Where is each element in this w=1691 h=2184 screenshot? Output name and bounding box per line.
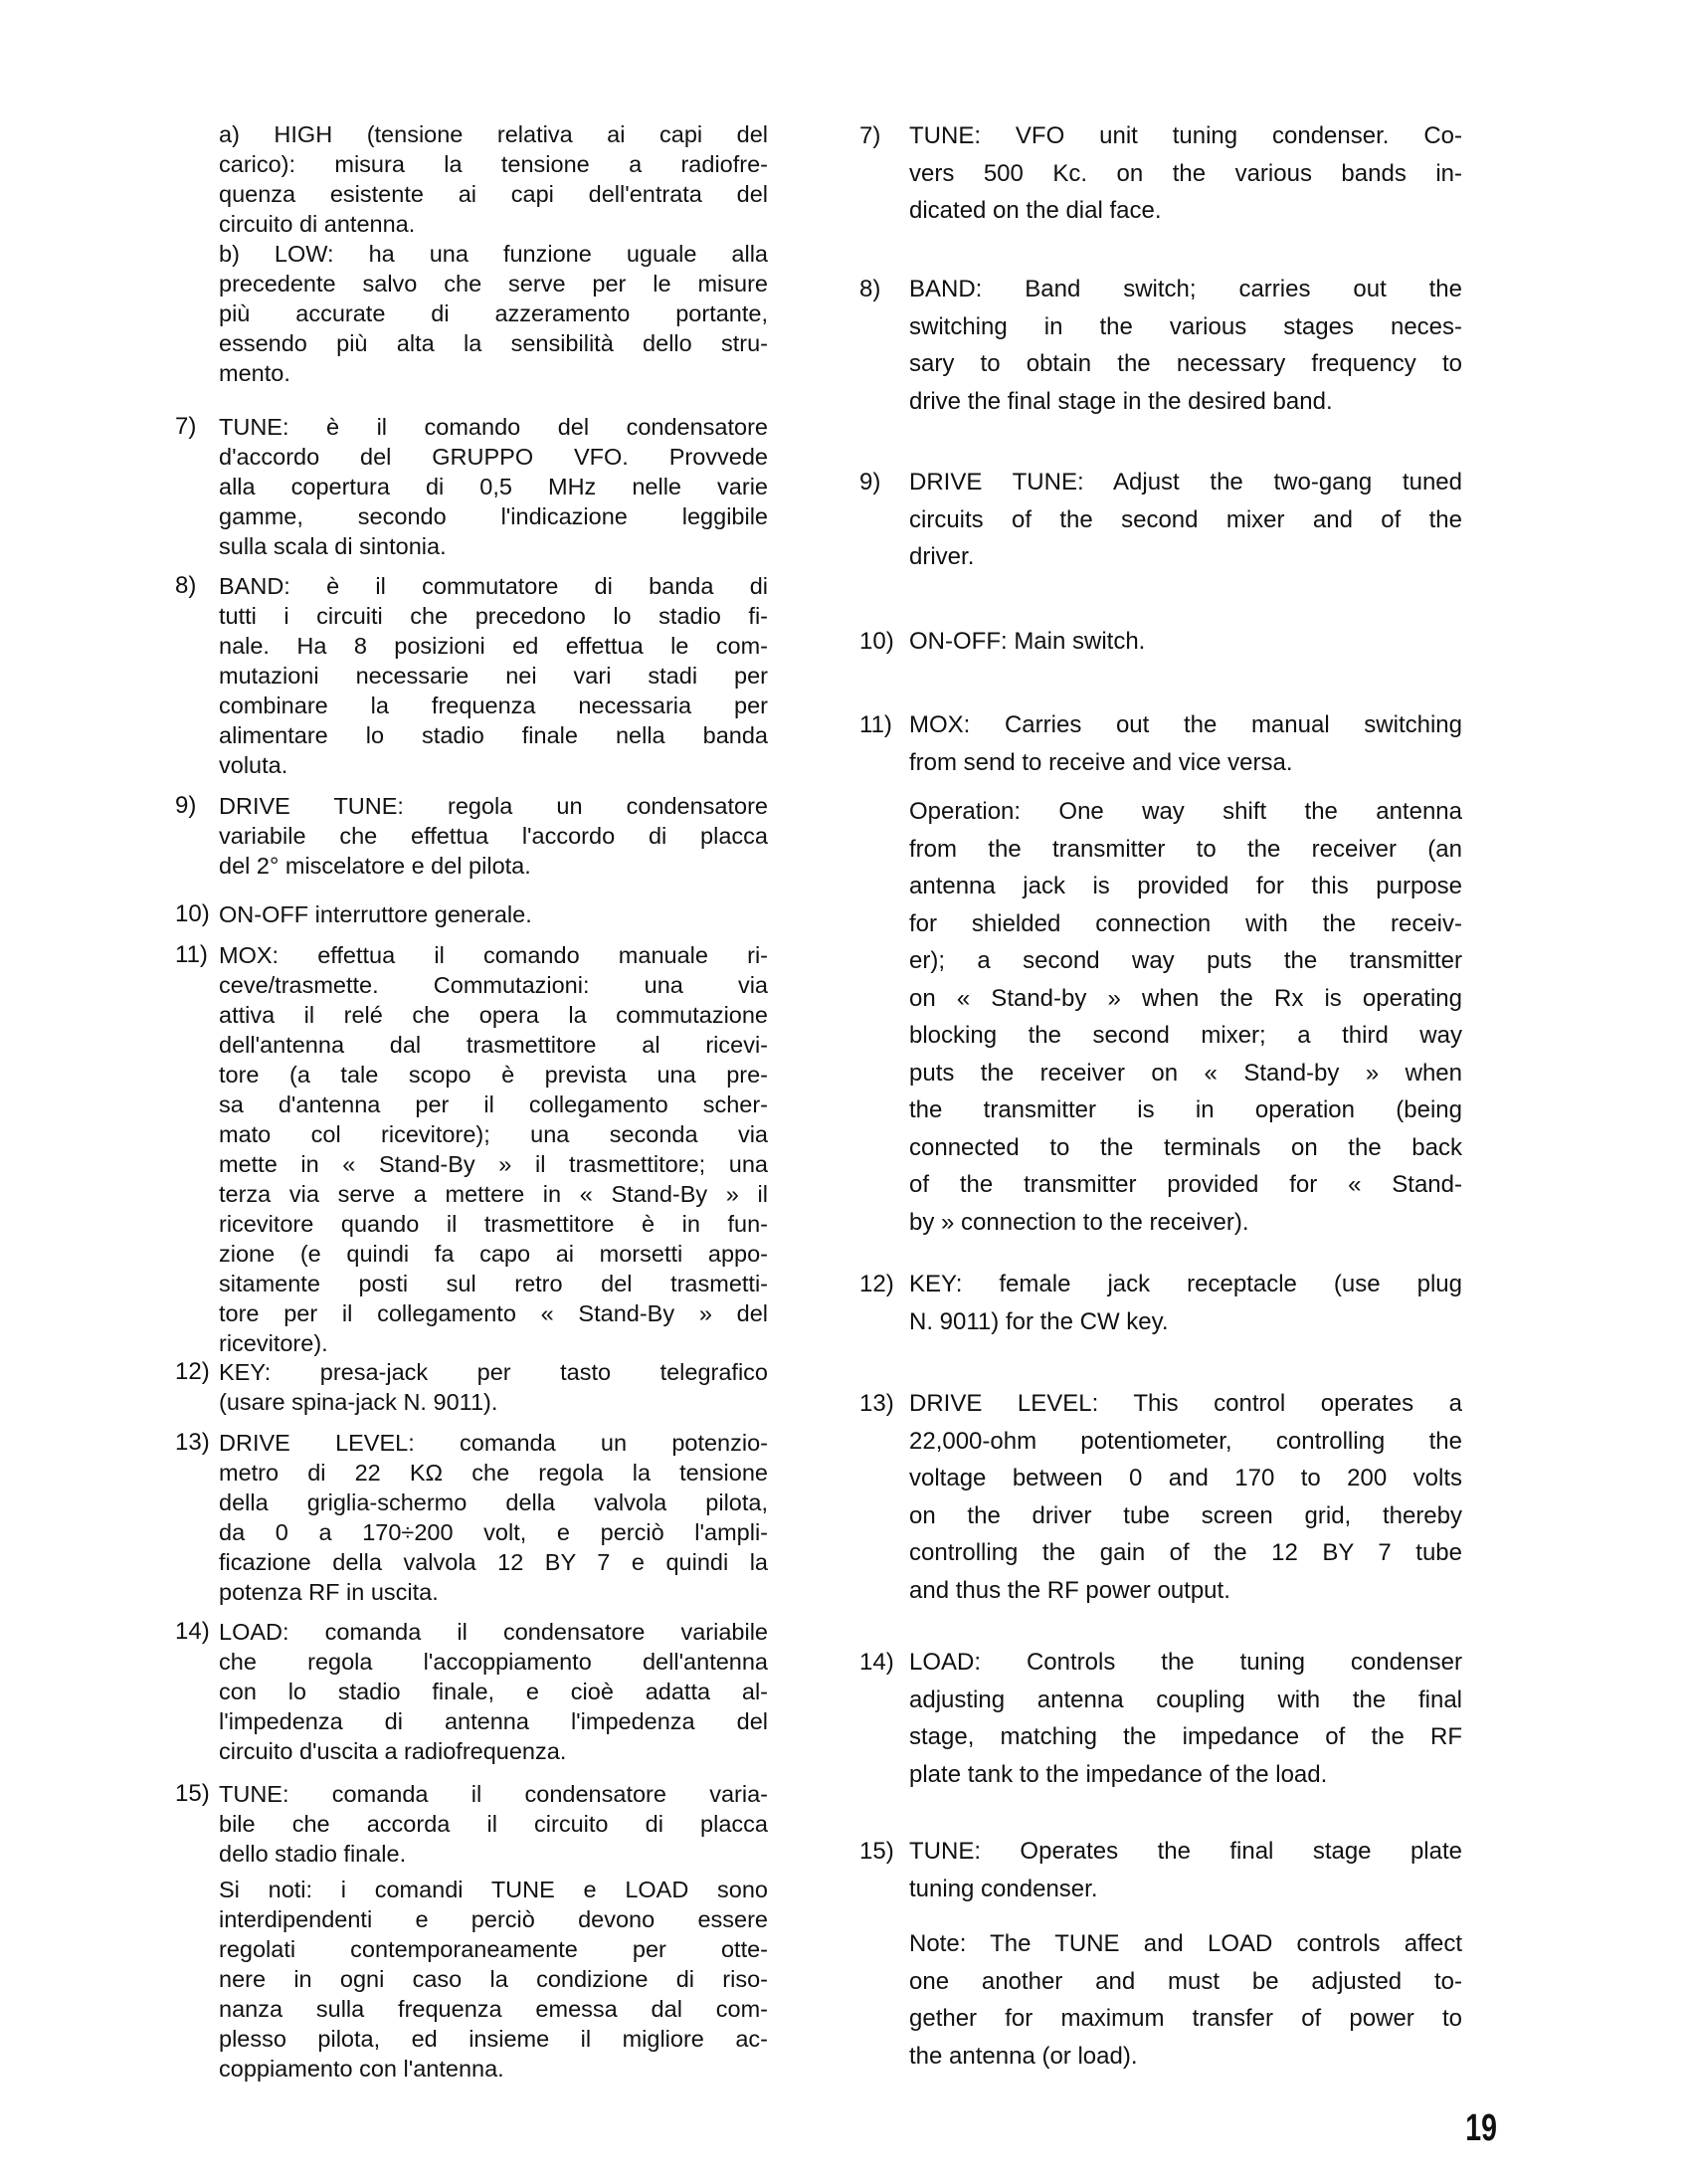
text-line: zione (e quindi fa capo ai morsetti appo- [219, 1241, 768, 1267]
text-line: MOX: Carries out the manual switching [909, 711, 1462, 738]
text-line: TUNE: è il comando del condensatore [219, 414, 768, 440]
text-line: TUNE: Operates the final stage plate [909, 1838, 1462, 1865]
text-line: from send to receive and vice versa. [909, 748, 1293, 776]
text-line: d'accordo del GRUPPO VFO. Provvede [219, 444, 768, 470]
text-line: gether for maximum transfer of power to [909, 2005, 1462, 2032]
item-number: 11) [175, 941, 208, 968]
left-paragraph [175, 1357, 768, 1417]
text-line: mutazioni necessarie nei vari stadi per [219, 663, 768, 689]
text-line: ceve/trasmette. Commutazioni: una via [219, 972, 768, 998]
text-line: nale. Ha 8 posizioni ed effettua le com- [219, 633, 768, 659]
item-number: 12) [175, 1358, 210, 1385]
item-number: 9) [859, 469, 881, 496]
text-line: DRIVE TUNE: regola un condensatore [219, 793, 768, 819]
text-line: più accurate di azzeramento portante, [219, 300, 768, 326]
text-line: blocking the second mixer; a third way [909, 1022, 1462, 1049]
text-line: del 2° miscelatore e del pilota. [219, 853, 531, 879]
text-line: potenza RF in uscita. [219, 1579, 439, 1605]
text-line: mato col ricevitore); una seconda via [219, 1121, 768, 1147]
text-line: MOX: effettua il comando manuale ri- [219, 942, 768, 968]
text-line: a) HIGH (tensione relativa ai capi del [219, 121, 768, 147]
text-line: quenza esistente ai capi dell'entrata del [219, 181, 768, 207]
right-paragraph [859, 1266, 1462, 1340]
left-paragraph [219, 1875, 768, 2084]
text-line: circuits of the second mixer and of the [909, 505, 1462, 533]
item-number: 14) [175, 1618, 210, 1645]
left-paragraph [175, 899, 768, 929]
text-line: interdipendenti e perciò devono essere [219, 1906, 768, 1932]
text-line: variabile che effettua l'accordo di placca [219, 823, 768, 849]
text-line: nanza sulla frequenza emessa dal com- [219, 1996, 768, 2022]
item-number: 8) [859, 276, 881, 302]
item-number: 10) [175, 900, 210, 927]
text-line: dello stadio finale. [219, 1841, 407, 1867]
text-line: sitamente posti sul retro del trasmetti- [219, 1271, 768, 1296]
text-line: dicated on the dial face. [909, 197, 1162, 224]
text-line: voltage between 0 and 170 to 200 volts [909, 1465, 1462, 1491]
left-paragraph [175, 1779, 768, 1869]
text-line: metro di 22 KΩ che regola la tensione [219, 1460, 768, 1486]
text-line: LOAD: Controls the tuning condenser [909, 1649, 1462, 1676]
text-line: tuning condenser. [909, 1875, 1098, 1902]
text-line: gamme, secondo l'indicazione leggibile [219, 503, 768, 529]
text-line: BAND: è il commutatore di banda di [219, 573, 768, 599]
text-line: circuito d'uscita a radiofrequenza. [219, 1738, 567, 1764]
text-line: Si noti: i comandi TUNE e LOAD sono [219, 1877, 768, 1902]
text-line: ricevitore). [219, 1330, 328, 1356]
text-line: of the transmitter provided for « Stand- [909, 1171, 1462, 1198]
item-number: 10) [859, 628, 894, 655]
text-line: the transmitter is in operation (being [909, 1096, 1462, 1123]
text-line: della griglia-schermo della valvola pilota, [219, 1489, 768, 1515]
text-line: ricevitore quando il trasmettitore è in fun- [219, 1211, 768, 1237]
text-line: tore per il collegamento « Stand-By » del [219, 1300, 768, 1326]
text-line: nere in ogni caso la condizione di riso- [219, 1966, 768, 1992]
text-line: attiva il relé che opera la commutazione [219, 1002, 768, 1028]
text-line: LOAD: comanda il condensatore variabile [219, 1619, 768, 1645]
text-line: dell'antenna dal trasmettitore al ricevi- [219, 1032, 768, 1058]
text-line: b) LOW: ha una funzione uguale alla [219, 241, 768, 267]
text-line: alla copertura di 0,5 MHz nelle varie [219, 474, 768, 499]
text-line: coppiamento con l'antenna. [219, 2056, 504, 2082]
left-paragraph [175, 1428, 768, 1607]
text-line: on « Stand-by » when the Rx is operating [909, 984, 1462, 1012]
text-line: on the driver tube screen grid, thereby [909, 1501, 1462, 1529]
left-paragraph [175, 571, 768, 780]
left-paragraph [175, 1617, 768, 1766]
left-paragraph [175, 940, 768, 1358]
text-line: stage, matching the impedance of the RF [909, 1723, 1462, 1750]
item-number: 8) [175, 572, 197, 599]
text-line: (usare spina-jack N. 9011). [219, 1389, 498, 1415]
text-line: alimentare lo stadio finale nella banda [219, 722, 768, 748]
text-line: tutti i circuiti che precedono lo stadio fi- [219, 603, 768, 629]
text-line: controlling the gain of the 12 BY 7 tube [909, 1539, 1462, 1566]
text-line: Note: The TUNE and LOAD controls affect [909, 1930, 1462, 1957]
text-line: from the transmitter to the receiver (an [909, 835, 1462, 863]
text-line: voluta. [219, 752, 288, 778]
text-line: drive the final stage in the desired band. [909, 387, 1333, 415]
left-paragraph [175, 412, 768, 561]
text-line: sary to obtain the necessary frequency to [909, 350, 1462, 377]
right-paragraph [859, 117, 1462, 230]
text-line: sa d'antenna per il collegamento scher- [219, 1092, 768, 1117]
right-paragraph [859, 1833, 1462, 1907]
text-line: and thus the RF power output. [909, 1576, 1230, 1604]
text-line: DRIVE TUNE: Adjust the two-gang tuned [909, 469, 1462, 496]
text-line: switching in the various stages neces- [909, 312, 1462, 340]
text-line: N. 9011) for the CW key. [909, 1307, 1169, 1335]
item-number: 13) [859, 1390, 894, 1417]
text-line: one another and must be adjusted to- [909, 1967, 1462, 1995]
text-line: ON-OFF: Main switch. [909, 628, 1146, 655]
item-number: 13) [175, 1429, 210, 1456]
right-paragraph [859, 464, 1462, 576]
right-paragraph [859, 271, 1462, 420]
text-line: Operation: One way shift the antenna [909, 798, 1462, 825]
text-line: DRIVE LEVEL: This control operates a [909, 1390, 1462, 1417]
text-line: by » connection to the receiver). [909, 1208, 1249, 1236]
text-line: ficazione della valvola 12 BY 7 e quindi la [219, 1549, 768, 1575]
text-line: connected to the terminals on the back [909, 1133, 1462, 1161]
text-line: carico): misura la tensione a radiofre- [219, 151, 768, 177]
item-number: 11) [859, 711, 892, 738]
item-number: 15) [859, 1838, 894, 1865]
text-line: 22,000-ohm potentiometer, controlling the [909, 1427, 1462, 1455]
page-number: 19 [1465, 2107, 1497, 2149]
text-line: adjusting antenna coupling with the final [909, 1686, 1462, 1713]
text-line: ON-OFF interruttore generale. [219, 901, 532, 927]
text-line: che regola l'accoppiamento dell'antenna [219, 1649, 768, 1675]
text-line: l'impedenza di antenna l'impedenza del [219, 1708, 768, 1734]
text-line: TUNE: VFO unit tuning condenser. Co- [909, 122, 1462, 149]
text-line: sulla scala di sintonia. [219, 533, 447, 559]
text-line: regolati contemporaneamente per otte- [219, 1936, 768, 1962]
text-line: puts the receiver on « Stand-by » when [909, 1059, 1462, 1087]
right-paragraph [859, 1385, 1462, 1609]
text-line: combinare la frequenza necessaria per [219, 693, 768, 718]
right-paragraph [859, 706, 1462, 781]
text-line: mento. [219, 360, 290, 386]
text-line: KEY: female jack receptacle (use plug [909, 1271, 1462, 1297]
text-line: antenna jack is provided for this purpose [909, 873, 1462, 899]
text-line: er); a second way puts the transmitter [909, 947, 1462, 974]
text-line: KEY: presa-jack per tasto telegrafico [219, 1359, 768, 1385]
text-line: mette in « Stand-By » il trasmettitore; una [219, 1151, 768, 1177]
text-line: plate tank to the impedance of the load. [909, 1760, 1328, 1788]
text-line: plesso pilota, ed insieme il migliore ac- [219, 2026, 768, 2052]
text-line: circuito di antenna. [219, 211, 416, 237]
text-line: the antenna (or load). [909, 2042, 1138, 2070]
text-line: vers 500 Kc. on the various bands in- [909, 159, 1462, 187]
text-line: essendo più alta la sensibilità dello stru- [219, 330, 768, 356]
item-number: 7) [175, 413, 197, 440]
text-line: da 0 a 170÷200 volt, e perciò l'ampli- [219, 1519, 768, 1545]
text-line: terza via serve a mettere in « Stand-By » il [219, 1181, 768, 1207]
text-line: DRIVE LEVEL: comanda un potenzio- [219, 1430, 768, 1456]
text-line: BAND: Band switch; carries out the [909, 276, 1462, 302]
text-line: precedente salvo che serve per le misure [219, 271, 768, 297]
item-number: 15) [175, 1780, 210, 1807]
right-paragraph [859, 1644, 1462, 1793]
text-line: driver. [909, 543, 975, 570]
text-line: TUNE: comanda il condensatore varia- [219, 1781, 768, 1807]
item-number: 7) [859, 122, 881, 149]
item-number: 9) [175, 792, 197, 819]
text-line: con lo stadio finale, e cioè adatta al- [219, 1679, 768, 1704]
right-paragraph [909, 1925, 1462, 2075]
left-paragraph [219, 239, 768, 388]
text-line: for shielded connection with the receiv- [909, 909, 1462, 937]
right-paragraph [859, 623, 1462, 661]
item-number: 12) [859, 1271, 894, 1297]
item-number: 14) [859, 1649, 894, 1676]
text-line: bile che accorda il circuito di placca [219, 1811, 768, 1837]
right-paragraph [909, 793, 1462, 1241]
left-paragraph [219, 119, 768, 239]
left-paragraph [175, 791, 768, 881]
text-line: tore (a tale scopo è prevista una pre- [219, 1062, 768, 1088]
